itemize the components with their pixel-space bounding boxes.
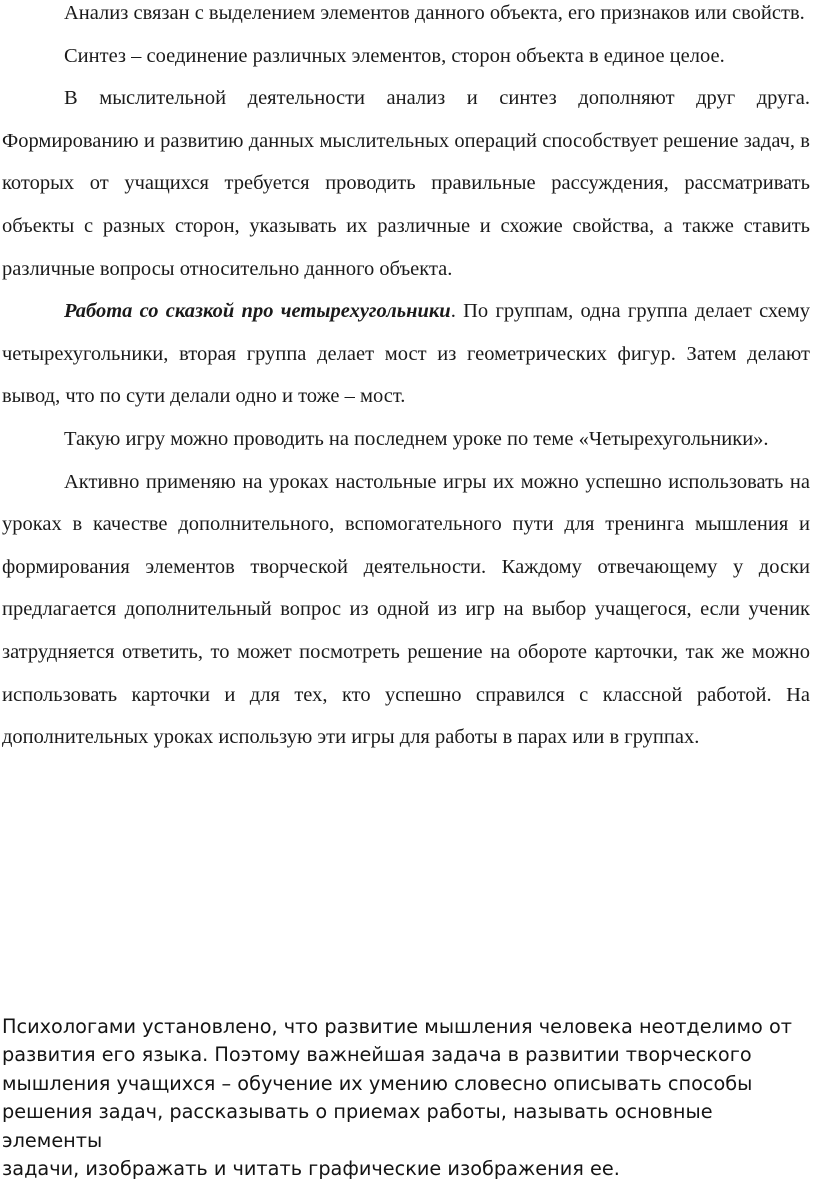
closing-paragraph (0, 1013, 816, 1183)
paragraph-board-games: Активно применяю на уроках настольные игры их можно успешно использовать на уроках в качестве дополнительного, вспомогательного пути для тренинга мышления и формирования элементов творческой деятельности. Каждому отвечающему у доски предлагается дополнительный вопрос из одной из игр на выбор учащегося, если ученик затрудняется ответить, то может посмотреть решение на обороте карточки, так же можно использовать карточки и для тех, кто успешно справился с классной работой. На дополнительных уроках использую эти игры для работы в парах или в группах. (2, 470, 810, 749)
paragraph-thinking: В мыслительной деятельности анализ и синтез дополняют друг друга. Формированию и развитию данных мыслительных операций способствует решение задач, в которых от учащихся требуется проводить правильные рассуждения, рассматривать объекты с разных сторон, указывать их различные и схожие свойства, а также ставить различные вопросы относительно данного объекта. (2, 87, 810, 280)
paragraph-game: Такую игру можно проводить на последнем уроке по теме «Четырехугольники». (64, 427, 769, 450)
fairy-tale-text: . По группам, одна группа делает схему четырехугольники, вторая группа делает мост из геометрических фигур. Затем делают вывод, что по сути делали одно и тоже – мост. (2, 300, 810, 408)
closing-line: задачи, изображать и читать графические изображения ее. (2, 1157, 620, 1181)
closing-line: мышления учащихся – обучение их умению словесно описывать способы (2, 1071, 753, 1095)
closing-line: развития его языка. Поэтому важнейшая задача в развитии творческого (2, 1043, 752, 1067)
fairy-tale-heading: Работа со сказкой про четырехугольники (64, 300, 451, 323)
paragraph-fairy-tale (0, 290, 812, 418)
closing-line: решения задач, рассказывать о приемах работы, называть основные элементы (2, 1100, 713, 1152)
paragraph-synthesis: Синтез – соединение различных элементов, сторон объекта в единое целое. (64, 44, 725, 67)
paragraph-analysis: Анализ связан с выделением элементов данного объекта, его признаков или свойств. (64, 2, 805, 24)
closing-line: Психологами установлено, что развитие мышления человека неотделимо от (2, 1015, 792, 1038)
